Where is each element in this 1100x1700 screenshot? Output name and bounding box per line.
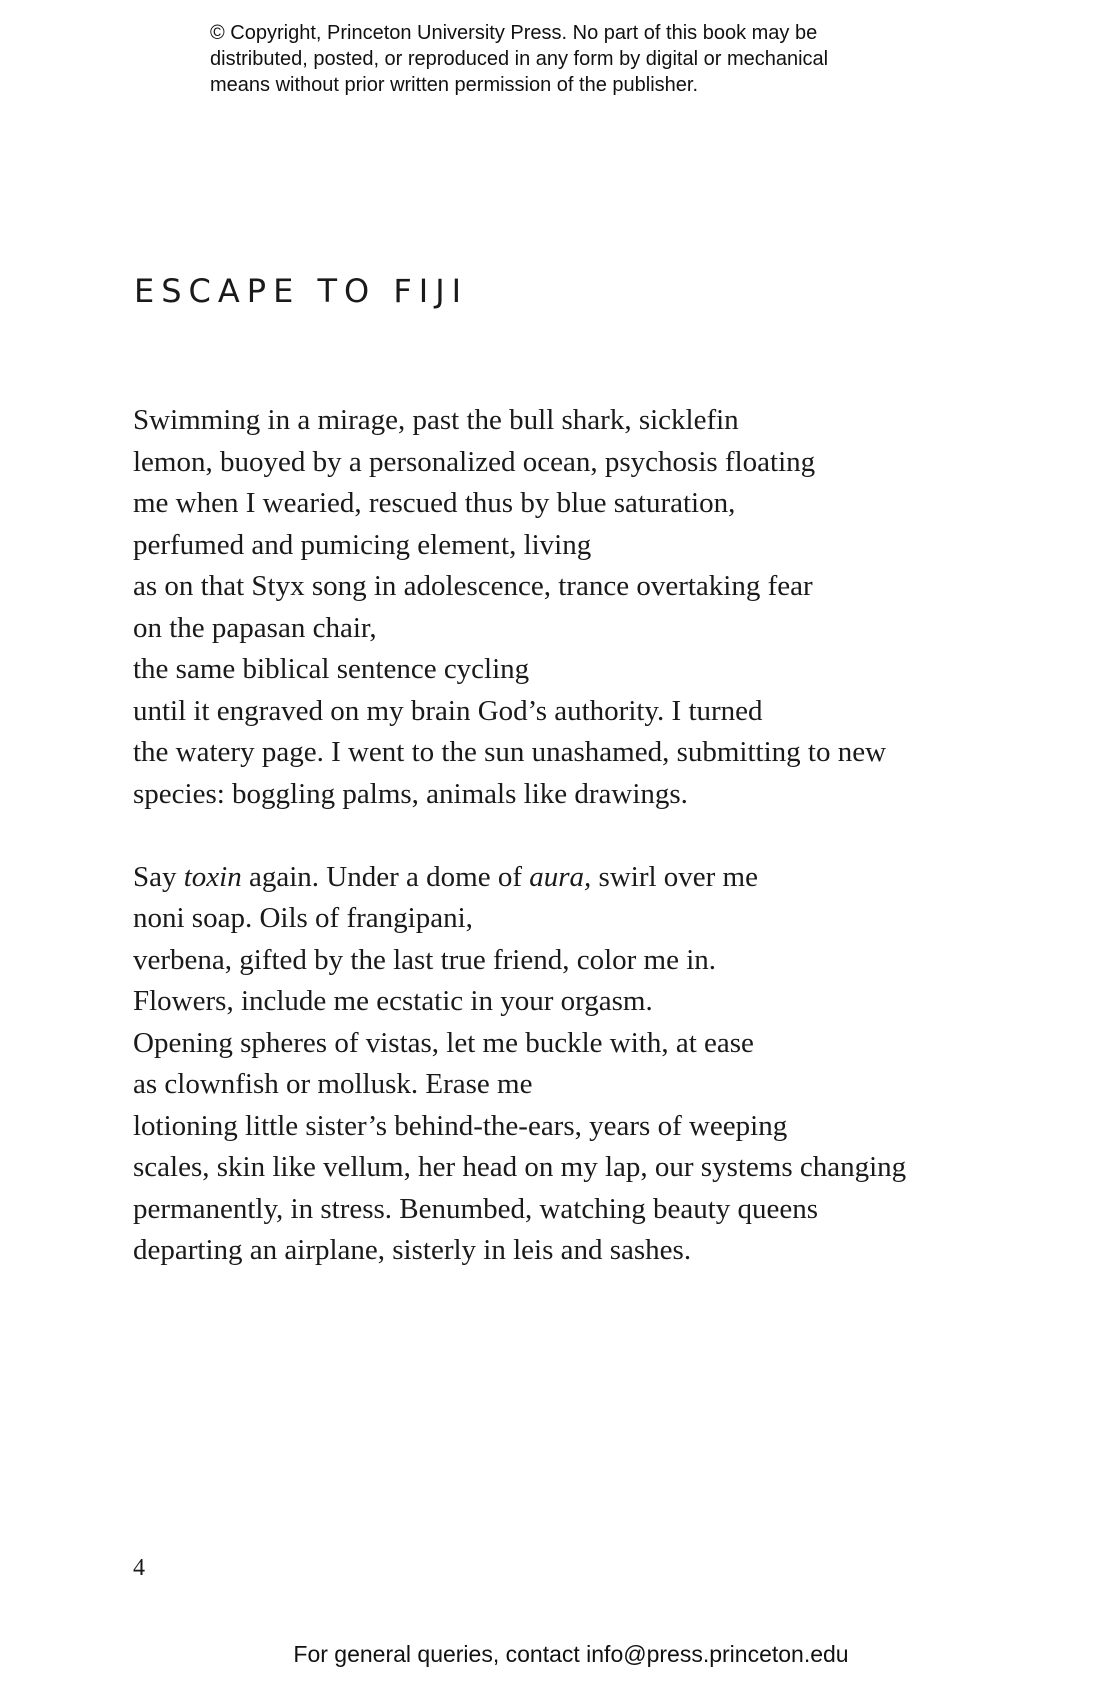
poem-line: departing an airplane, sisterly in leis and sashes. (133, 1234, 692, 1266)
poem-line: noni soap. Oils of frangipani, (133, 902, 473, 934)
line-text: Say (133, 860, 184, 893)
copyright-line: distributed, posted, or reproduced in any form by digital or mechanical (210, 48, 829, 70)
line-text: again. Under a dome of (241, 860, 530, 893)
poem-line: me when I wearied, rescued thus by blue saturation, (133, 487, 736, 519)
poem-line: permanently, in stress. Benumbed, watching beauty queens (133, 1192, 819, 1225)
italic-word: aura, (529, 860, 592, 893)
poem-line: Swimming in a mirage, past the bull shark, sicklefin (133, 404, 739, 436)
poem-line: Flowers, include me ecstatic in your orgasm. (133, 985, 653, 1017)
poem-line: the same biblical sentence cycling (133, 653, 530, 685)
poem-line: the watery page. I went to the sun unashamed, submitting to new (133, 736, 887, 768)
poem-line: species: boggling palms, animals like drawings. (133, 777, 688, 810)
poem-line: Opening spheres of vistas, let me buckle with, at ease (133, 1026, 754, 1059)
poem-line (133, 857, 1013, 899)
copyright-notice (210, 20, 910, 98)
poem-body (133, 400, 1013, 1272)
line-text: swirl over me (591, 860, 758, 893)
stanza-2 (133, 857, 1013, 1272)
poem-title: ESCAPE TO FIJI (134, 272, 469, 310)
poem-line: on the papasan chair, (133, 611, 377, 644)
poem-line: lemon, buoyed by a personalized ocean, psychosis floating (133, 445, 816, 478)
poem-line: until it engraved on my brain God’s authority. I turned (133, 694, 763, 727)
poem-line: perfumed and pumicing element, living (133, 528, 592, 561)
stanza-1 (133, 400, 1013, 815)
italic-word: toxin (183, 860, 242, 893)
footer (0, 1641, 1100, 1668)
poem-line: lotioning little sister’s behind-the-ears, years of weeping (133, 1109, 788, 1142)
poem-line: as on that Styx song in adolescence, trance overtaking fear (133, 570, 813, 602)
poem-line: scales, skin like vellum, her head on my lap, our systems changing (133, 1151, 907, 1183)
page-number: 4 (133, 1555, 145, 1581)
poem-line: as clownfish or mollusk. Erase me (133, 1068, 533, 1100)
footer-contact-text: For general queries, contact info@press.princeton.edu (293, 1641, 849, 1667)
poem-line: verbena, gifted by the last true friend, color me in. (133, 943, 717, 976)
copyright-line: means without prior written permission of the publisher. (210, 74, 699, 96)
copyright-line: © Copyright, Princeton University Press. No part of this book may be (210, 22, 818, 44)
